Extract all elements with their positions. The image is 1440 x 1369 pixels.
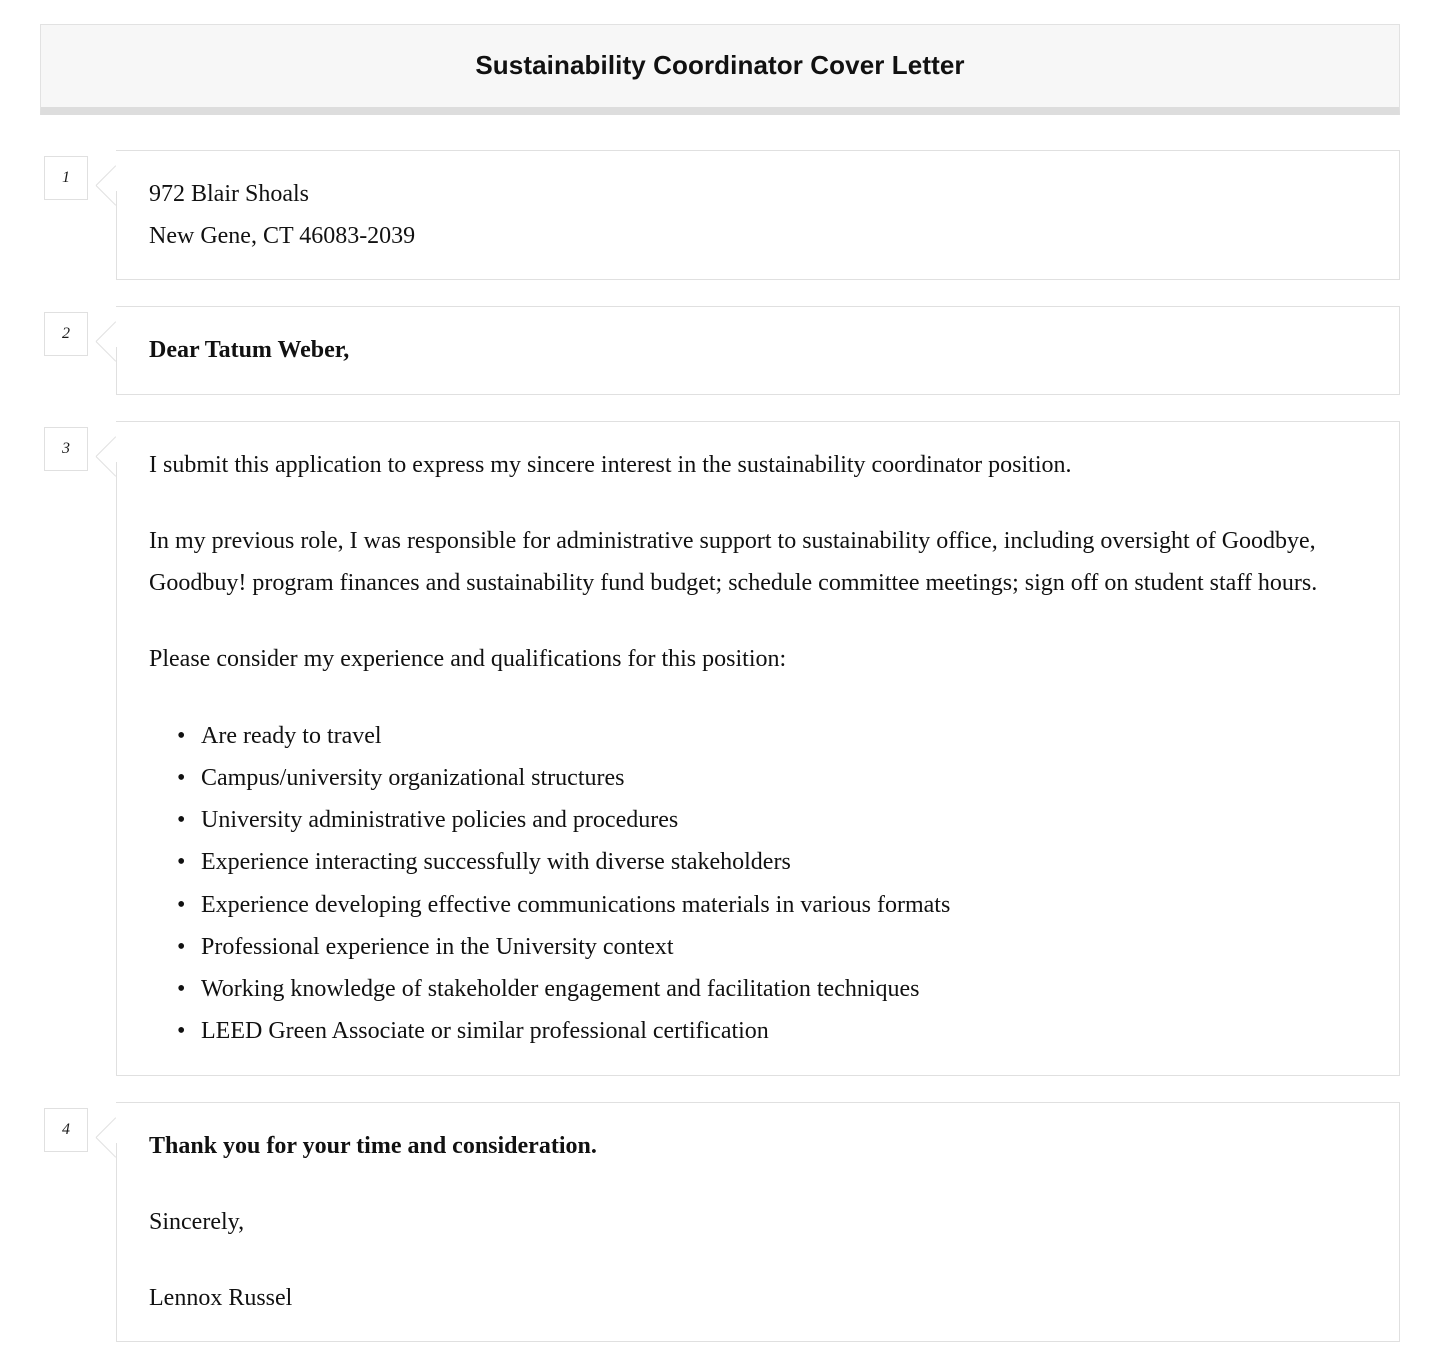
- block-number-badge-4[interactable]: 4: [44, 1108, 88, 1152]
- address-content-box[interactable]: [116, 150, 1400, 280]
- body-paragraph-3: Please consider my experience and qualifications for this position:: [149, 646, 787, 673]
- list-item: • University administrative policies and procedures: [201, 799, 1373, 841]
- spacer: [149, 1167, 1373, 1201]
- thank-you-text: Thank you for your time and consideration.: [149, 1132, 597, 1159]
- salutation-content-box[interactable]: [116, 306, 1400, 394]
- notch-mask: [116, 1103, 118, 1143]
- letter-block-body: [0, 421, 1440, 1076]
- block-number-badge-1[interactable]: 1: [44, 156, 88, 200]
- body-content-box[interactable]: [116, 421, 1400, 1076]
- callout-notch-icon: [96, 165, 116, 205]
- list-item: • Are ready to travel: [201, 715, 1373, 757]
- signoff-text: Sincerely,: [149, 1208, 245, 1235]
- list-item: • Campus/university organizational structures: [201, 757, 1373, 799]
- notch-mask: [116, 307, 118, 347]
- list-item: • Experience interacting successfully with diverse stakeholders: [201, 841, 1373, 883]
- letter-block-address: [0, 150, 1440, 280]
- address-line-1: 972 Blair Shoals: [149, 181, 309, 207]
- callout-notch-icon: [96, 436, 116, 476]
- address-line-2: New Gene, CT 46083-2039: [149, 223, 416, 250]
- list-item: • Working knowledge of stakeholder engagement and facilitation techniques: [201, 968, 1373, 1010]
- notch-mask: [116, 422, 118, 462]
- callout-notch-icon: [96, 1117, 116, 1157]
- salutation-text: Dear Tatum Weber,: [149, 337, 350, 364]
- closing-content-box[interactable]: [116, 1102, 1400, 1343]
- list-item: • Professional experience in the University context: [201, 926, 1373, 968]
- letter-block-salutation: [0, 306, 1440, 394]
- block-number-badge-3[interactable]: 3: [44, 427, 88, 471]
- list-item: • Experience developing effective communications materials in various formats: [201, 884, 1373, 926]
- callout-notch-icon: [96, 321, 116, 361]
- letter-block-closing: [0, 1102, 1440, 1343]
- notch-mask: [116, 151, 118, 191]
- spacer: [149, 1243, 1373, 1277]
- letter-blocks: [0, 150, 1440, 1368]
- list-item: • LEED Green Associate or similar professional certification: [201, 1010, 1373, 1052]
- page-title: Sustainability Coordinator Cover Letter: [475, 50, 965, 80]
- body-paragraph-2: In my previous role, I was responsible for administrative support to sustainability office, including oversight of Goodbye, Goodbuy! program finances and sustainability fund budget; schedule committee meetings; sign off on student staff hours.: [149, 527, 1318, 597]
- block-number-badge-2[interactable]: 2: [44, 312, 88, 356]
- signature-name: Lennox Russel: [149, 1284, 293, 1311]
- document-header: [40, 24, 1400, 115]
- body-paragraph-1: I submit this application to express my sincere interest in the sustainability coordinator position.: [149, 451, 1072, 478]
- qualifications-list: [149, 715, 1373, 1053]
